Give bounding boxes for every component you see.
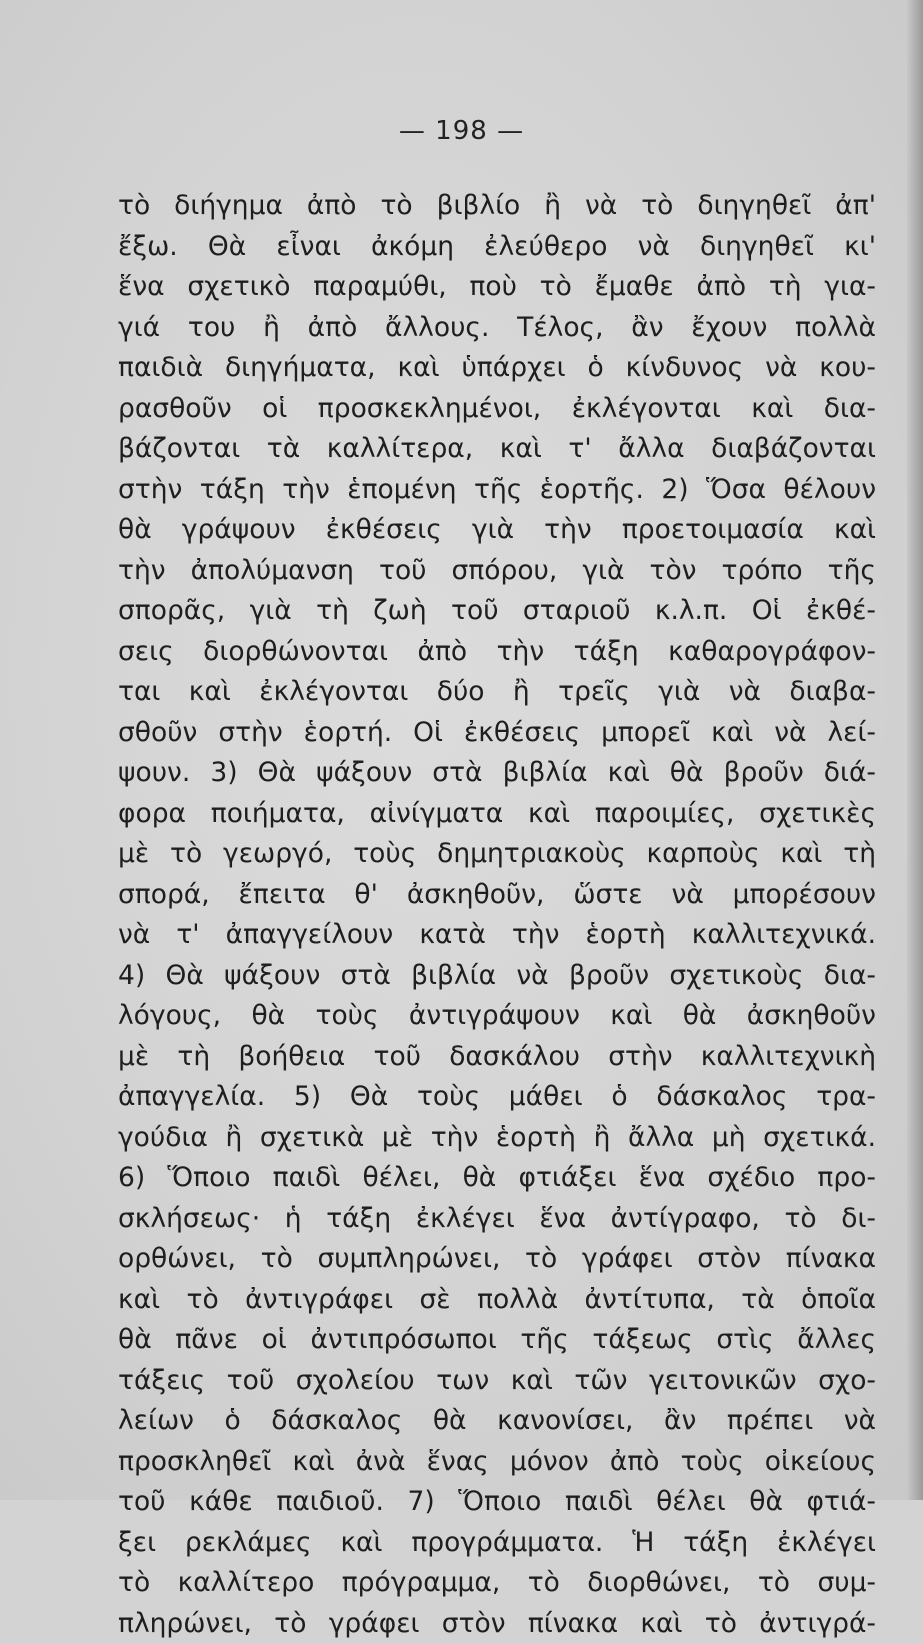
text-line: 4) Θὰ ψάξουν στὰ βιβλία νὰ βροῦν σχετικοὺς δια-	[118, 956, 876, 997]
text-line: σεις διορθώνονται ἀπὸ τὴν τάξη καθαρογράφον-	[118, 632, 876, 673]
text-line: σπορά, ἔπειτα θ' ἀσκηθοῦν, ὥστε νὰ μπορέσουν	[118, 875, 876, 916]
text-line: βάζονται τὰ καλλίτερα, καὶ τ' ἄλλα διαβάζονται	[118, 429, 876, 470]
text-line: γιά του ἢ ἀπὸ ἄλλους. Τέλος, ἂν ἔχουν πολλὰ	[118, 308, 876, 349]
text-line: λόγους, θὰ τοὺς ἀντιγράψουν καὶ θὰ ἀσκηθοῦν	[118, 996, 876, 1037]
text-line: γούδια ἢ σχετικὰ μὲ τὴν ἑορτὴ ἢ ἄλλα μὴ σχετικά.	[118, 1118, 876, 1159]
text-line: τάξεις τοῦ σχολείου των καὶ τῶν γειτονικῶν σχο-	[118, 1361, 876, 1402]
text-line: ρασθοῦν οἱ προσκεκλημένοι, ἐκλέγονται καὶ δια-	[118, 389, 876, 430]
text-line: σκλήσεως· ἡ τάξη ἐκλέγει ἕνα ἀντίγραφο, τὸ δι-	[118, 1199, 876, 1240]
text-line: λείων ὁ δάσκαλος θὰ κανονίσει, ἂν πρέπει νὰ	[118, 1401, 876, 1442]
text-line: νὰ τ' ἀπαγγείλουν κατὰ τὴν ἑορτὴ καλλιτεχνικά.	[118, 915, 876, 956]
body-text	[118, 186, 876, 1644]
page-edge-shadow	[907, 0, 923, 1500]
text-line: φορα ποιήματα, αἰνίγματα καὶ παροιμίες, σχετικὲς	[118, 794, 876, 835]
text-line: τὸ διήγημα ἀπὸ τὸ βιβλίο ἢ νὰ τὸ διηγηθεῖ ἀπ'	[118, 186, 876, 227]
text-line: τὸ καλλίτερο πρόγραμμα, τὸ διορθώνει, τὸ συμ-	[118, 1563, 876, 1604]
text-line: ἀπαγγελία. 5) Θὰ τοὺς μάθει ὁ δάσκαλος τρα-	[118, 1077, 876, 1118]
text-line: ψουν. 3) Θὰ ψάξουν στὰ βιβλία καὶ θὰ βροῦν διά-	[118, 753, 876, 794]
text-line: προσκληθεῖ καὶ ἀνὰ ἕνας μόνον ἀπὸ τοὺς οἰκείους	[118, 1442, 876, 1483]
text-line: θὰ πᾶνε οἱ ἀντιπρόσωποι τῆς τάξεως στὶς ἄλλες	[118, 1320, 876, 1361]
text-line: παιδιὰ διηγήματα, καὶ ὑπάρχει ὁ κίνδυνος νὰ κου-	[118, 348, 876, 389]
text-line: ξει ρεκλάμες καὶ προγράμματα. Ἡ τάξη ἐκλέγει	[118, 1523, 876, 1564]
text-line: πληρώνει, τὸ γράφει στὸν πίνακα καὶ τὸ ἀντιγρά-	[118, 1604, 876, 1644]
text-line: ἔξω. Θὰ εἶναι ἀκόμη ἐλεύθερο νὰ διηγηθεῖ κι'	[118, 227, 876, 268]
text-line: καὶ τὸ ἀντιγράφει σὲ πολλὰ ἀντίτυπα, τὰ ὁποῖα	[118, 1280, 876, 1321]
text-line: ορθώνει, τὸ συμπληρώνει, τὸ γράφει στὸν πίνακα	[118, 1239, 876, 1280]
text-line: σπορᾶς, γιὰ τὴ ζωὴ τοῦ σταριοῦ κ.λ.π. Οἱ ἐκθέ-	[118, 591, 876, 632]
text-line: τοῦ κάθε παιδιοῦ. 7) Ὅποιο παιδὶ θέλει θὰ φτιά-	[118, 1482, 876, 1523]
text-line: μὲ τὴ βοήθεια τοῦ δασκάλου στὴν καλλιτεχνικὴ	[118, 1037, 876, 1078]
text-line: ται καὶ ἐκλέγονται δύο ἢ τρεῖς γιὰ νὰ διαβα-	[118, 672, 876, 713]
text-line: μὲ τὸ γεωργό, τοὺς δημητριακοὺς καρποὺς καὶ τὴ	[118, 834, 876, 875]
page-number: — 198 —	[0, 116, 923, 146]
text-line: θὰ γράψουν ἐκθέσεις γιὰ τὴν προετοιμασία καὶ	[118, 510, 876, 551]
text-line: ἕνα σχετικὸ παραμύθι, ποὺ τὸ ἔμαθε ἀπὸ τὴ για-	[118, 267, 876, 308]
text-line: σθοῦν στὴν ἑορτή. Οἱ ἐκθέσεις μπορεῖ καὶ νὰ λεί-	[118, 713, 876, 754]
text-line: τὴν ἀπολύμανση τοῦ σπόρου, γιὰ τὸν τρόπο τῆς	[118, 551, 876, 592]
text-line: 6) Ὅποιο παιδὶ θέλει, θὰ φτιάξει ἕνα σχέδιο προ-	[118, 1158, 876, 1199]
text-line: στὴν τάξη τὴν ἑπομένη τῆς ἑορτῆς. 2) Ὅσα θέλουν	[118, 470, 876, 511]
